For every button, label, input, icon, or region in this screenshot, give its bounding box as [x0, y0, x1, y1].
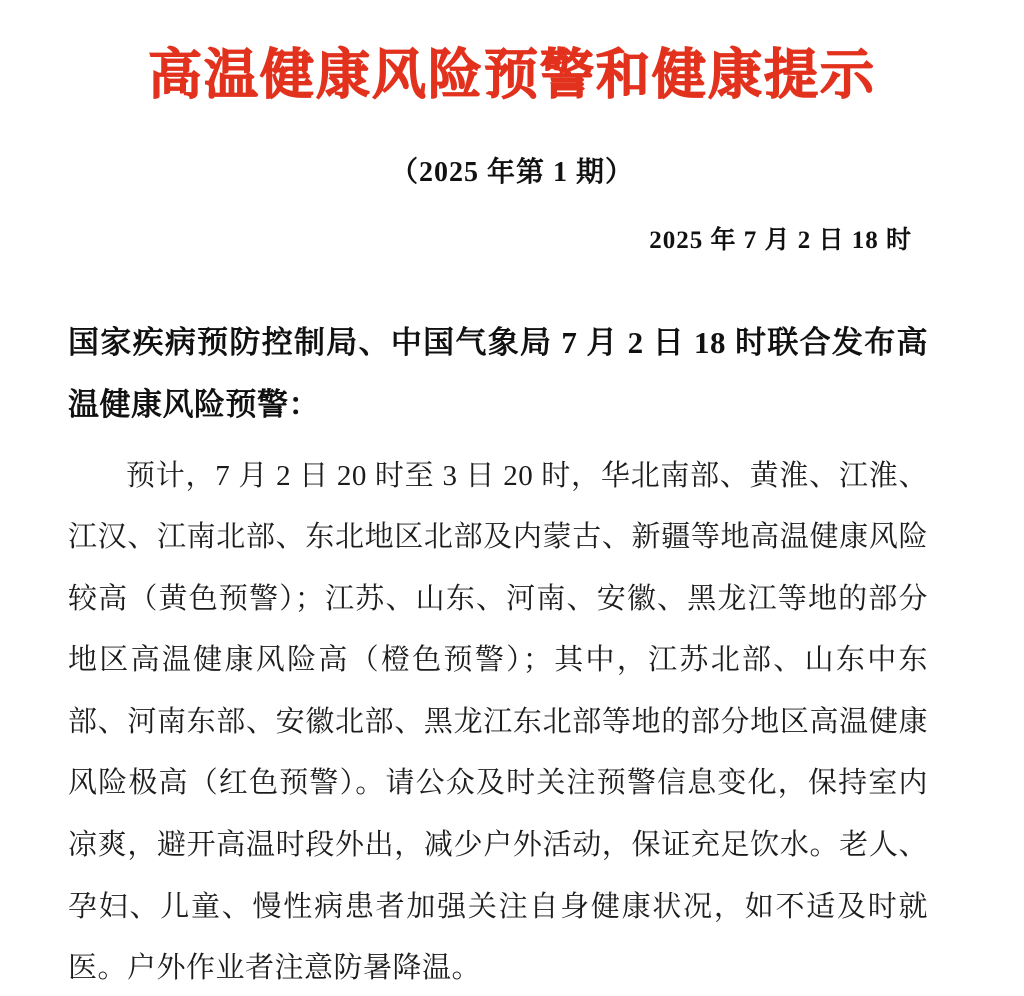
- release-heading: 国家疾病预防控制局、中国气象局 7 月 2 日 18 时联合发布高温健康风险预警：: [68, 324, 928, 422]
- body-paragraph: 预计，7 月 2 日 20 时至 3 日 20 时，华北南部、黄淮、江淮、江汉、江南北部、东北地区北部及内蒙古、新疆等地高温健康风险较高（黄色预警）；江苏、山东、河南、安徽、黑龙江等地的部分地区高温健康风险高（橙色预警）；其中，江苏北部、山东中东部、河南东部、安徽北部、黑龙江东北部等地的部分地区高温健康风险极高（红色预警）。请公众及时关注预警信息变化，保持室内凉爽，避开高温时段外出，减少户外活动，保证充足饮水。老人、孕妇、儿童、慢性病患者加强关注自身健康状况，如不适及时就医。户外作业者注意防暑降温。: [68, 459, 928, 985]
- document-title: 高温健康风险预警和健康提示: [148, 45, 876, 105]
- issue-number: （2025 年第 1 期）: [389, 156, 634, 188]
- publish-datetime: 2025 年 7 月 2 日 18 时: [649, 226, 912, 254]
- document-content: [0, 312, 1024, 996]
